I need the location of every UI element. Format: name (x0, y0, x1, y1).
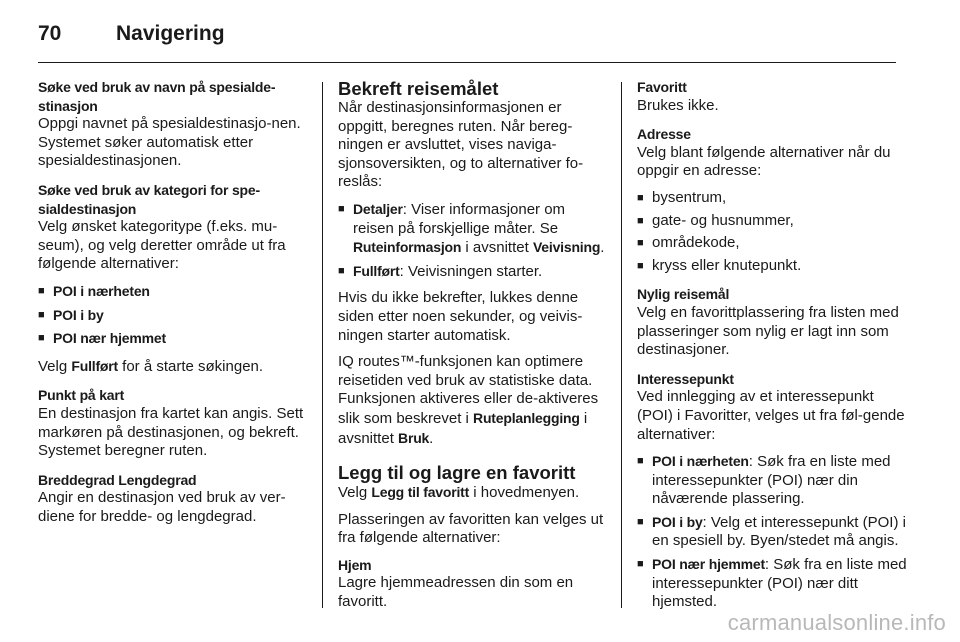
section-body: Ved innlegging av et interessepunkt (POI) i Favoritter, velges ut fra føl-gende alternativer: (637, 388, 905, 443)
section-body: Brukes ikke. (637, 96, 719, 114)
paragraph: Når destinasjonsinformasjonen er oppgitt, beregnes ruten. Når bereg-ningen er avsluttet, vises naviga-sjonsoversikten, og to alternativer fo-reslås: (338, 99, 584, 191)
column-2 (338, 78, 610, 612)
section-heading: Adresse (637, 126, 691, 143)
section-point-of-interest (637, 370, 909, 612)
section-body: Velg blant følgende alternativer når du oppgir en adresse: (637, 143, 891, 180)
list-item: ■ Detaljer: Viser informasjoner om reisen på forskjellige måter. Se Ruteinformasjon i avsnittet Veivisning. (338, 200, 610, 258)
list-item: ■ POI nær hjemmet (38, 329, 310, 349)
section-search-by-category (38, 181, 310, 376)
paragraph: IQ routes™-funksjonen kan optimere reisetiden ved bruk av statistiske data. Funksjonen aktiveres eller de-aktiveres slik som beskrevet i Ruteplanlegging i avsnittet Bruk. (338, 353, 599, 447)
section-heading: Interessepunkt (637, 370, 734, 387)
paragraph: Hvis du ikke bekrefter, lukkes denne siden etter noen sekunder, og veivis-ningen starter automatisk. (338, 289, 583, 344)
column-divider-1 (322, 82, 323, 608)
list-item: ■ gate- og husnummer, (637, 212, 909, 231)
list-item: ■ bysentrum, (637, 189, 909, 208)
section-body: Velg ønsket kategoritype (f.eks. mu-seum), og velg deretter område ut fra følgende alternativer: (38, 218, 286, 273)
address-options-list (637, 189, 909, 275)
column-3 (637, 78, 909, 622)
section-body: Velg en favorittplassering fra listen med plasseringer som nylig er lagt inn som destinasjoner. (637, 303, 899, 359)
section-point-on-map (38, 386, 310, 460)
section-body: Lagre hjemmeadressen din som en favoritt. (338, 574, 574, 611)
paragraph: Velg Legg til favoritt i hovedmenyen. (338, 484, 580, 502)
list-item: ■ Fullført: Veivisningen starter. (338, 262, 610, 282)
header-rule (38, 62, 896, 63)
section-heading: Nylig reisemål (637, 286, 730, 303)
section-heading: Hjem (338, 556, 372, 573)
section-address (637, 125, 909, 275)
section-recent-destination (637, 285, 909, 359)
section-heading: Punkt på kart (38, 387, 125, 404)
section-heading: Søke ved bruk av kategori for spe-sialdestinasjon (38, 181, 260, 217)
heading-confirm-destination: Bekreft reisemålet (338, 78, 499, 99)
confirm-options-list (338, 200, 610, 281)
poi-options-list (637, 452, 909, 612)
section-body: Oppgi navnet på spesialdestinasjo-nen. Systemet søker automatisk etter spesialdestinasjonen. (38, 115, 301, 170)
page-header (38, 18, 225, 50)
watermark: carmanualsonline.info (727, 610, 946, 635)
heading-add-favorite: Legg til og lagre en favoritt (338, 462, 576, 484)
section-note: Velg Fullført for å starte søkingen. (38, 357, 264, 375)
section-body: En destinasjon fra kartet kan angis. Sett markøren på destinasjonen, og bekreft. Systemet beregner ruten. (38, 404, 304, 460)
section-body: Angir en destinasjon ved bruk av ver-diene for bredde- og lengdegrad. (38, 489, 286, 525)
list-item: ■ POI i by: Velg et interessepunkt (POI) i en spesiell by. Byen/stedet må angis. (637, 513, 909, 551)
list-item: ■ områdekode, (637, 234, 909, 253)
list-item: ■ POI i nærheten (38, 282, 310, 302)
paragraph: Plasseringen av favoritten kan velges ut fra følgende alternativer: (338, 510, 604, 547)
page-number: 70 (38, 22, 62, 45)
list-item: ■ kryss eller knutepunkt. (637, 257, 909, 276)
column-divider-2 (621, 82, 622, 608)
section-heading: Søke ved bruk av navn på spesialde-stinasjon (38, 79, 276, 114)
list-item: ■ POI i by (38, 306, 310, 326)
section-heading: Breddegrad Lengdegrad (38, 471, 197, 488)
chapter-title: Navigering (116, 22, 225, 45)
section-heading: Favoritt (637, 79, 687, 95)
section-search-by-name (38, 78, 310, 171)
list-item: ■ POI i nærheten: Søk fra en liste med interessepunkter (POI) nær din nåværende plassering. (637, 452, 909, 509)
section-lat-long (38, 471, 310, 527)
list-item: ■ POI nær hjemmet: Søk fra en liste med interessepunkter (POI) nær ditt hjemsted. (637, 555, 909, 612)
category-options-list (38, 282, 310, 349)
section-favorite (637, 78, 909, 115)
column-1 (38, 78, 310, 536)
section-home (338, 556, 610, 612)
